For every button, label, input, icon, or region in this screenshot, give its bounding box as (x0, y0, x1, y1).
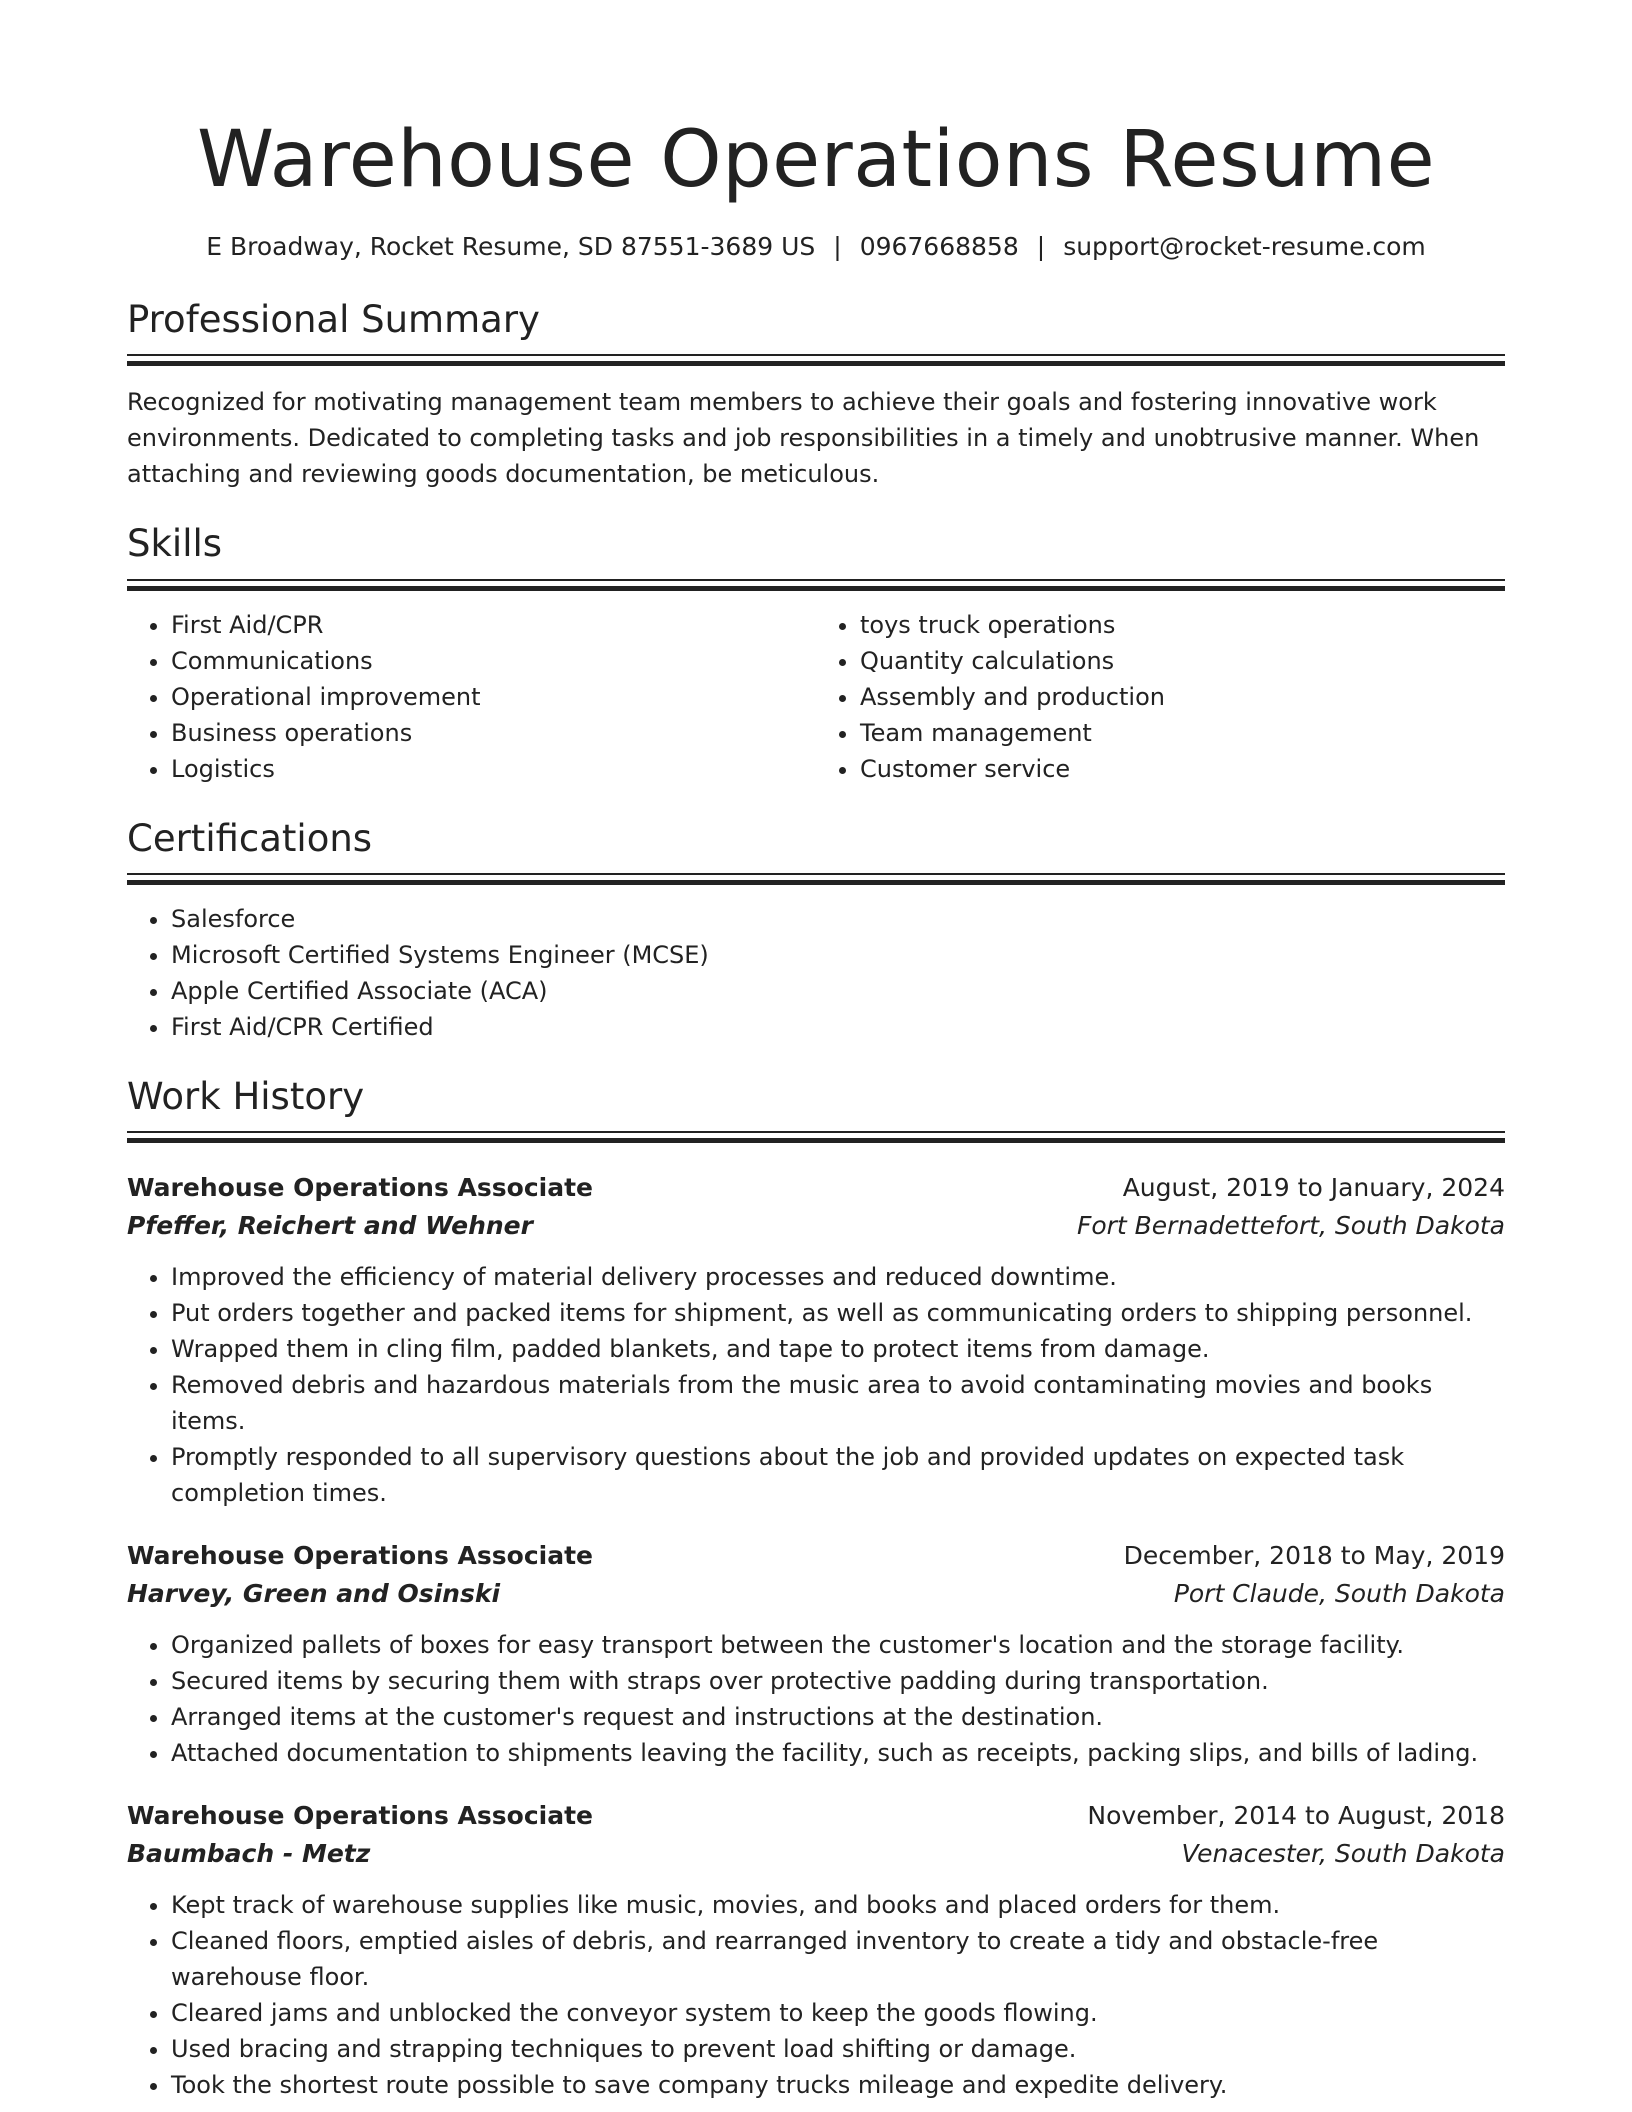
job-bullet: • Used bracing and strapping techniques to prevent load shifting or damage. (171, 2031, 1505, 2067)
certification-item: • Salesforce (171, 901, 1505, 937)
job-entry (127, 1797, 1505, 2103)
job-dates: December, 2018 to May, 2019 (1123, 1541, 1505, 1571)
skill-item: • Logistics (171, 751, 816, 787)
job-bullet: • Organized pallets of boxes for easy transport between the customer's location and the storage facility. (171, 1627, 1505, 1663)
job-bullet: • Took the shortest route possible to save company trucks mileage and expedite delivery. (171, 2067, 1505, 2103)
section-divider (127, 354, 1505, 366)
skills-list-right (816, 607, 1505, 787)
skill-item: • Team management (860, 715, 1505, 751)
job-bullet: • Secured items by securing them with straps over protective padding during transportation. (171, 1663, 1505, 1699)
job-bullets (127, 1887, 1505, 2103)
skill-item: • Operational improvement (171, 679, 816, 715)
section-divider (127, 873, 1505, 885)
job-entry (127, 1537, 1505, 1771)
certification-item: • First Aid/CPR Certified (171, 1009, 1505, 1045)
section-title: Professional Summary (127, 297, 540, 341)
job-bullet: • Kept track of warehouse supplies like music, movies, and books and placed orders for them. (171, 1887, 1505, 1923)
skill-item: • First Aid/CPR (171, 607, 816, 643)
section-title: Certifications (127, 816, 373, 860)
skills-list-left (127, 607, 816, 787)
summary-section (127, 298, 1505, 492)
job-title: Warehouse Operations Associate (127, 1541, 593, 1571)
job-bullet: • Arranged items at the customer's request and instructions at the destination. (171, 1699, 1505, 1735)
contact-separator: | (1036, 231, 1046, 261)
job-bullet: • Cleared jams and unblocked the conveyor system to keep the goods flowing. (171, 1995, 1505, 2031)
job-bullet: • Cleaned floors, emptied aisles of debris, and rearranged inventory to create a tidy and obstacle-free warehouse floor. (171, 1923, 1505, 1995)
job-dates: August, 2019 to January, 2024 (1122, 1173, 1505, 1203)
resume-title: Warehouse Operations Resume (196, 115, 1436, 205)
contact-line (127, 232, 1505, 262)
job-bullet: • Promptly responded to all supervisory questions about the job and provided updates on expected task completion times. (171, 1439, 1505, 1511)
job-title: Warehouse Operations Associate (127, 1801, 593, 1831)
job-location: Port Claude, South Dakota (1173, 1579, 1505, 1609)
skill-item: • toys truck operations (860, 607, 1505, 643)
contact-email[interactable]: support@rocket-resume.com (1063, 231, 1426, 261)
certification-item: • Microsoft Certified Systems Engineer (MCSE) (171, 937, 1505, 973)
skills-section (127, 522, 1505, 786)
job-dates: November, 2014 to August, 2018 (1087, 1801, 1505, 1831)
contact-address: E Broadway, Rocket Resume, SD 87551-3689 US (206, 231, 816, 261)
skill-item: • Assembly and production (860, 679, 1505, 715)
job-location: Venacester, South Dakota (1181, 1839, 1505, 1869)
job-bullet: • Wrapped them in cling film, padded blankets, and tape to protect items from damage. (171, 1331, 1505, 1367)
job-company: Pfeffer, Reichert and Wehner (127, 1211, 533, 1241)
work-history-section (127, 1075, 1505, 2103)
job-bullet: • Attached documentation to shipments leaving the facility, such as receipts, packing slips, and bills of lading. (171, 1735, 1505, 1771)
certifications-list (127, 901, 1505, 1045)
job-location: Fort Bernadettefort, South Dakota (1076, 1211, 1505, 1241)
job-bullets (127, 1627, 1505, 1771)
section-divider (127, 579, 1505, 591)
job-company: Harvey, Green and Osinski (127, 1579, 501, 1609)
certification-item: • Apple Certified Associate (ACA) (171, 973, 1505, 1009)
skill-item: • Customer service (860, 751, 1505, 787)
section-title: Work History (127, 1074, 365, 1118)
job-entry (127, 1169, 1505, 1511)
contact-phone: 0967668858 (859, 231, 1019, 261)
job-company: Baumbach - Metz (127, 1839, 371, 1869)
job-bullet: • Removed debris and hazardous materials from the music area to avoid contaminating movies and books items. (171, 1367, 1505, 1439)
job-bullet: • Improved the efficiency of material delivery processes and reduced downtime. (171, 1259, 1505, 1295)
section-divider (127, 1131, 1505, 1143)
certifications-section (127, 817, 1505, 1045)
summary-text: Recognized for motivating management team members to achieve their goals and fostering innovative work environments. Dedicated to completing tasks and job responsibilities in a timely and unobtrusive manner. When attaching and reviewing goods documentation, be meticulous. (127, 388, 1480, 489)
skills-columns (127, 607, 1505, 787)
skill-item: • Quantity calculations (860, 643, 1505, 679)
section-title: Skills (127, 522, 223, 566)
skill-item: • Communications (171, 643, 816, 679)
contact-separator: | (833, 231, 842, 261)
job-bullet: • Put orders together and packed items for shipment, as well as communicating orders to shipping personnel. (171, 1295, 1505, 1331)
skill-item: • Business operations (171, 715, 816, 751)
job-bullets (127, 1259, 1505, 1511)
job-title: Warehouse Operations Associate (127, 1173, 593, 1203)
